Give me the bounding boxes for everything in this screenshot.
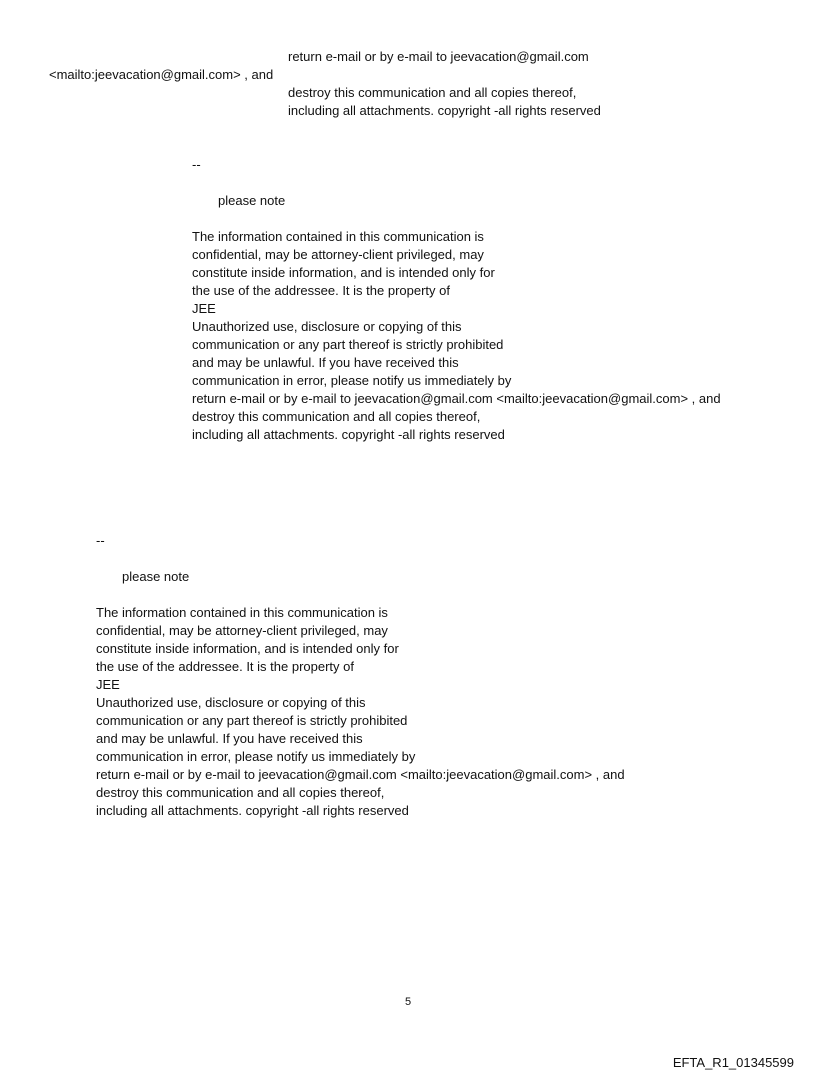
notice-line: and may be unlawful. If you have received this bbox=[96, 731, 363, 746]
notice-line: Unauthorized use, disclosure or copying of this bbox=[192, 319, 462, 334]
fragment-line-4: including all attachments. copyright -all rights reserved bbox=[288, 103, 601, 118]
separator: -- bbox=[192, 157, 201, 172]
notice-heading: please note bbox=[122, 569, 190, 584]
notice-line: destroy this communication and all copies thereof, bbox=[96, 785, 385, 800]
document-id: EFTA_R1_01345599 bbox=[672, 1055, 794, 1070]
notice-line: JEE bbox=[96, 677, 120, 692]
notice-line: JEE bbox=[192, 301, 216, 316]
fragment-line-1: return e-mail or by e-mail to jeevacation@gmail.com bbox=[288, 49, 589, 64]
confidentiality-notice bbox=[192, 228, 721, 444]
notice-line: and may be unlawful. If you have received this bbox=[192, 355, 459, 370]
separator: -- bbox=[96, 533, 105, 548]
notice-line: communication in error, please notify us immediately by bbox=[192, 373, 512, 388]
notice-line: communication or any part thereof is strictly prohibited bbox=[96, 713, 408, 728]
notice-line: return e-mail or by e-mail to jeevacation@gmail.com <mailto:jeevacation@gmail.com> , and bbox=[192, 391, 721, 406]
notice-line: The information contained in this communication is bbox=[192, 229, 484, 244]
confidentiality-notice bbox=[96, 604, 625, 820]
notice-line: the use of the addressee. It is the property of bbox=[192, 283, 450, 298]
notice-heading: please note bbox=[218, 193, 286, 208]
notice-line: return e-mail or by e-mail to jeevacation@gmail.com <mailto:jeevacation@gmail.com> , and bbox=[96, 767, 625, 782]
notice-line: communication or any part thereof is strictly prohibited bbox=[192, 337, 504, 352]
notice-line: Unauthorized use, disclosure or copying of this bbox=[96, 695, 366, 710]
notice-line: confidential, may be attorney-client privileged, may bbox=[192, 247, 484, 262]
page-number: 5 bbox=[404, 996, 412, 1008]
notice-line: constitute inside information, and is intended only for bbox=[96, 641, 399, 656]
notice-line: confidential, may be attorney-client privileged, may bbox=[96, 623, 388, 638]
notice-line: constitute inside information, and is intended only for bbox=[192, 265, 495, 280]
notice-line: the use of the addressee. It is the property of bbox=[96, 659, 354, 674]
notice-line: The information contained in this communication is bbox=[96, 605, 388, 620]
notice-line: destroy this communication and all copies thereof, bbox=[192, 409, 481, 424]
notice-line: including all attachments. copyright -all rights reserved bbox=[96, 803, 409, 818]
notice-line: communication in error, please notify us immediately by bbox=[96, 749, 416, 764]
fragment-line-3: destroy this communication and all copies thereof, bbox=[288, 85, 577, 100]
fragment-line-2: <mailto:jeevacation@gmail.com> , and bbox=[49, 67, 274, 82]
notice-line: including all attachments. copyright -all rights reserved bbox=[192, 427, 505, 442]
